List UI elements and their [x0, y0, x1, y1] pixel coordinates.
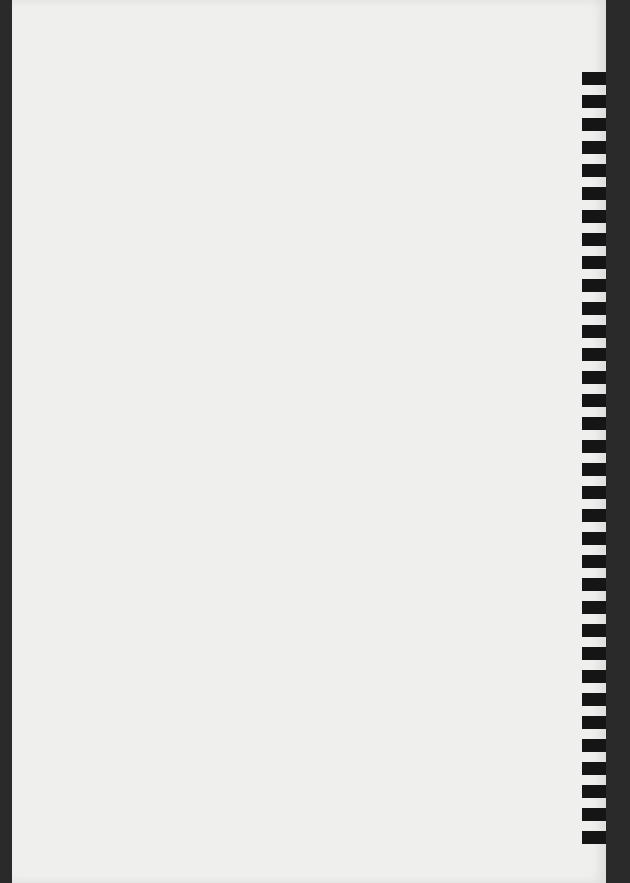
binder-tab — [582, 72, 606, 85]
binder-tab — [582, 371, 606, 384]
binder-tab — [582, 762, 606, 775]
binder-tab — [582, 647, 606, 660]
binder-tab — [582, 555, 606, 568]
binder-tab — [582, 95, 606, 108]
binder-tab — [582, 601, 606, 614]
binder-tab — [582, 509, 606, 522]
binder-tab — [582, 302, 606, 315]
binder-tab — [582, 739, 606, 752]
binder-tab — [582, 279, 606, 292]
binder-tab — [582, 486, 606, 499]
binder-tab — [582, 463, 606, 476]
binder-tab — [582, 624, 606, 637]
binder-tab — [582, 325, 606, 338]
binder-tab — [582, 716, 606, 729]
binder-tab — [582, 440, 606, 453]
binder-tab — [582, 578, 606, 591]
binder-tab — [582, 693, 606, 706]
binder-tab — [582, 808, 606, 821]
binder-tab — [582, 348, 606, 361]
binder-tab — [582, 532, 606, 545]
binder-tab — [582, 256, 606, 269]
binder-tab — [582, 187, 606, 200]
binder-tab — [582, 670, 606, 683]
binder-tab — [582, 210, 606, 223]
binder-tab — [582, 118, 606, 131]
binder-tab — [582, 785, 606, 798]
binder-tab — [582, 164, 606, 177]
binder-tab — [582, 831, 606, 844]
binder-tab — [582, 141, 606, 154]
binder-tab — [582, 394, 606, 407]
binder-tab — [582, 417, 606, 430]
document-page — [12, 0, 606, 883]
binder-tab — [582, 233, 606, 246]
